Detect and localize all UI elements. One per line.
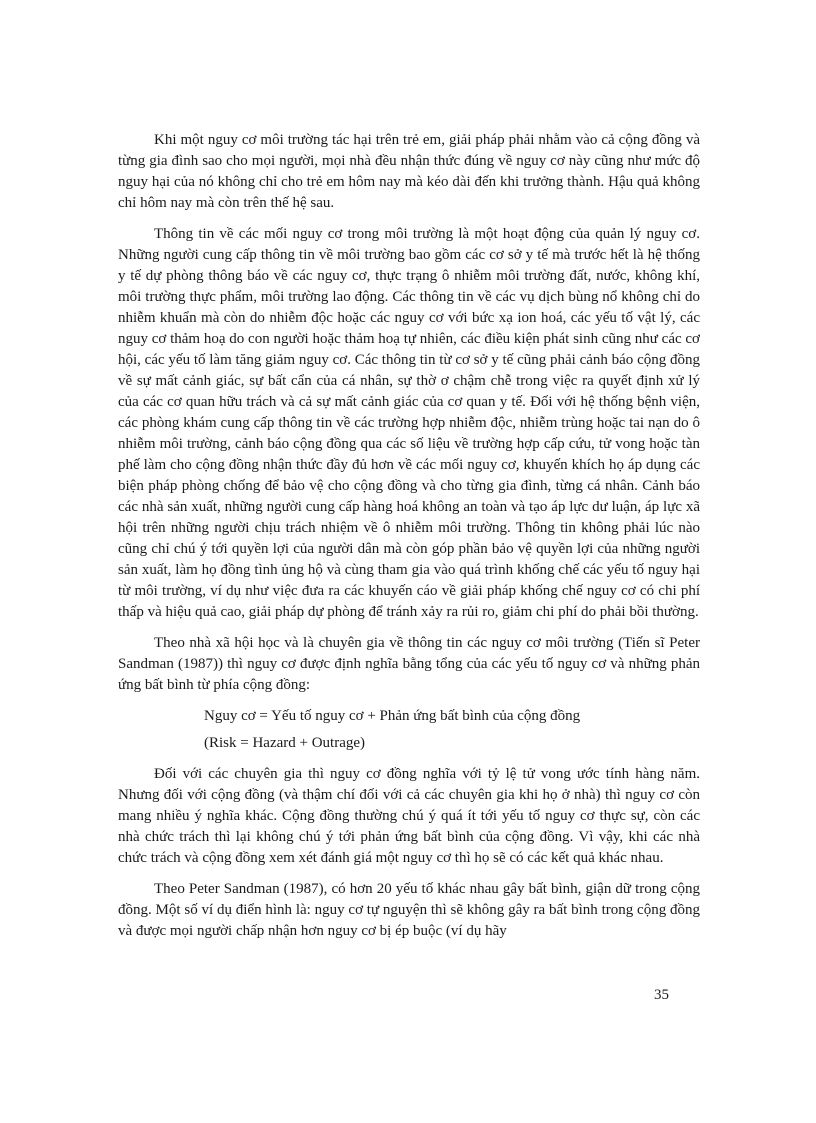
page-body bbox=[118, 130, 700, 952]
page-number: 35 bbox=[654, 987, 669, 1003]
risk-formula-english: (Risk = Hazard + Outrage) bbox=[204, 735, 366, 751]
paragraph-2: Thông tin về các mối nguy cơ trong môi trường là một hoạt động của quản lý nguy cơ. Những người cung cấp thông tin về môi trường bao gồm các cơ sở y tế mà trước hết là hệ thống y tế dự phòng thông báo về các nguy cơ, thực trạng ô nhiễm môi trường đất, nước, không khí, môi trường thực phẩm, môi trường lao động. Các thông tin về các vụ dịch bùng nổ không chỉ do nhiễm khuẩn mà còn do nhiễm độc hoặc các nguy cơ với bức xạ ion hoá, các yếu tố vật lý, các nguy cơ thảm hoạ do con người hoặc thảm hoạ tự nhiên, các điều kiện phát sinh cũng như các cơ hội, các yếu tố làm tăng giảm nguy cơ. Các thông tin từ cơ sở y tế cũng phải cảnh báo cộng đồng về sự mất cảnh giác, sự bất cẩn của cá nhân, sự thờ ơ chậm chễ trong việc ra quyết định xử lý của các cơ quan hữu trách và cả sự mất cảnh giác của cơ quan y tế. Đối với hệ thống bệnh viện, các phòng khám cung cấp thông tin về các trường hợp nhiễm độc, nhiễm trùng hoặc tai nạn do ô nhiễm môi trường, cảnh báo cộng đồng qua các số liệu về trường hợp cấp cứu, tử vong hoặc tàn phế làm cho cộng đồng nhận thức đầy đủ hơn về các mối nguy cơ, khuyến khích họ áp dụng các biện pháp phòng chống để bảo vệ cho cộng đồng và cho từng gia đình, từng cá nhân. Cảnh báo các nhà sản xuất, những người cung cấp hàng hoá không an toàn và tạo áp lực dư luận, áp lực xã hội trên những người chịu trách nhiệm về ô nhiễm môi trường. Thông tin không phải lúc nào cũng chỉ chú ý tới quyền lợi của người dân mà còn góp phần bảo vệ quyền lợi của những người sản xuất, làm họ đồng tình ủng hộ và cùng tham gia vào quá trình khống chế các yếu tố nguy hại từ môi trường, ví dụ như việc đưa ra các khuyến cáo về giải pháp khống chế nguy cơ có chi phí thấp và hiệu quả cao, giải pháp dự phòng để tránh xảy ra rủi ro, giảm chi phí do phải bồi thường. bbox=[118, 226, 700, 620]
paragraph-1: Khi một nguy cơ môi trường tác hại trên trẻ em, giải pháp phải nhằm vào cả cộng đồng và từng gia đình sao cho mọi người, mọi nhà đều nhận thức đúng về nguy cơ này cũng như mức độ nguy hại của nó không chỉ cho trẻ em hôm nay mà kéo dài đến khi trưởng thành. Hậu quả không chỉ hôm nay mà còn trên thế hệ sau. bbox=[118, 132, 700, 211]
paragraph-5: Theo Peter Sandman (1987), có hơn 20 yếu tố khác nhau gây bất bình, giận dữ trong cộng đồng. Một số ví dụ điển hình là: nguy cơ tự nguyện thì sẽ không gây ra bất bình trong cộng đồng và được mọi người chấp nhận hơn nguy cơ bị ép buộc (ví dụ hãy bbox=[118, 881, 700, 939]
risk-formula-vietnamese: Nguy cơ = Yếu tố nguy cơ + Phản ứng bất bình của cộng đồng bbox=[204, 708, 581, 724]
paragraph-3: Theo nhà xã hội học và là chuyên gia về thông tin các nguy cơ môi trường (Tiến sĩ Peter Sandman (1987)) thì nguy cơ được định nghĩa bằng tổng của các yếu tố nguy cơ và những phản ứng bất bình từ phía cộng đồng: bbox=[118, 635, 700, 693]
paragraph-4: Đối với các chuyên gia thì nguy cơ đồng nghĩa với tỷ lệ tử vong ước tính hàng năm. Nhưng đối với cộng đồng (và thậm chí đối với cả các chuyên gia khi họ ở nhà) thì nguy cơ còn mang nhiều ý nghĩa khác. Cộng đồng thường chú ý quá ít tới yếu tố nguy cơ thực sự, còn các nhà chức trách thì lại không chú ý tới phản ứng bất bình của cộng đồng. Vì vậy, khi các nhà chức trách và cộng đồng xem xét đánh giá một nguy cơ thì họ sẽ có các kết quả khác nhau. bbox=[118, 766, 700, 866]
